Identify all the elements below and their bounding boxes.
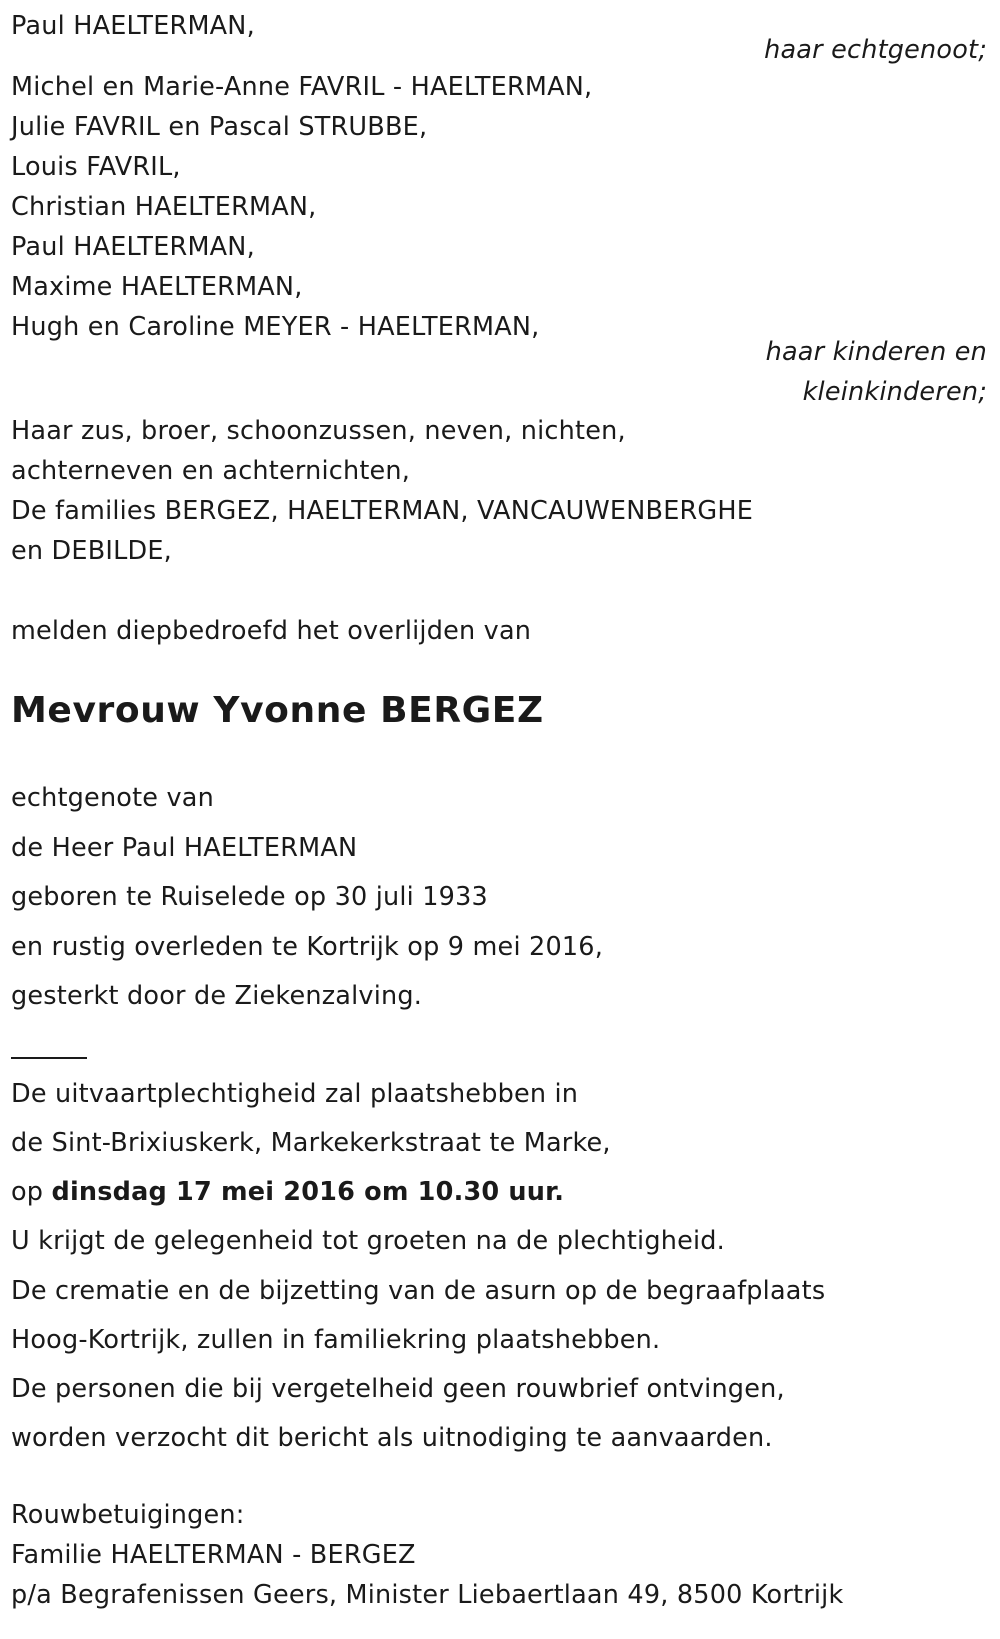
- children-role-line: kleinkinderen;: [802, 377, 987, 407]
- condolences-address: p/a Begrafenissen Geers, Minister Liebaertlaan 49, 8500 Kortrijk: [11, 1580, 844, 1610]
- announcement: melden diepbedroefd het overlijden van: [11, 616, 532, 646]
- funeral-line: de Sint-Brixiuskerk, Markekerkstraat te Marke,: [11, 1128, 611, 1158]
- child-line: Christian HAELTERMAN,: [11, 192, 317, 222]
- detail-line: geboren te Ruiselede op 30 juli 1933: [11, 882, 488, 912]
- family-line: achterneven en achternichten,: [11, 456, 411, 486]
- child-line: Paul HAELTERMAN,: [11, 232, 255, 262]
- spouse-name: Paul HAELTERMAN,: [11, 11, 255, 41]
- deceased-name: Mevrouw Yvonne BERGEZ: [11, 690, 544, 731]
- family-line: en DEBILDE,: [11, 536, 172, 566]
- condolences-label: Rouwbetuigingen:: [11, 1500, 245, 1530]
- condolences-family: Familie HAELTERMAN - BERGEZ: [11, 1540, 416, 1570]
- funeral-line: worden verzocht dit bericht als uitnodiging te aanvaarden.: [11, 1423, 773, 1453]
- child-line: Maxime HAELTERMAN,: [11, 272, 303, 302]
- funeral-line: Hoog-Kortrijk, zullen in familiekring plaatshebben.: [11, 1325, 661, 1355]
- child-line: Julie FAVRIL en Pascal STRUBBE,: [11, 112, 428, 142]
- funeral-date: dinsdag 17 mei 2016 om 10.30 uur.: [51, 1177, 565, 1207]
- funeral-date-line: [11, 1177, 565, 1207]
- detail-line: echtgenote van: [11, 783, 214, 813]
- detail-line: en rustig overleden te Kortrijk op 9 mei 2016,: [11, 932, 604, 962]
- child-line: Hugh en Caroline MEYER - HAELTERMAN,: [11, 312, 540, 342]
- child-line: Michel en Marie-Anne FAVRIL - HAELTERMAN,: [11, 72, 593, 102]
- funeral-line: U krijgt de gelegenheid tot groeten na de plechtigheid.: [11, 1226, 725, 1256]
- children-role-line: haar kinderen en: [765, 337, 987, 367]
- funeral-date-prefix: op: [11, 1177, 52, 1207]
- family-line: De families BERGEZ, HAELTERMAN, VANCAUWENBERGHE: [11, 496, 754, 526]
- funeral-line: De personen die bij vergetelheid geen rouwbrief ontvingen,: [11, 1374, 785, 1404]
- funeral-line: De uitvaartplechtigheid zal plaatshebben in: [11, 1079, 579, 1109]
- funeral-line: De crematie en de bijzetting van de asurn op de begraafplaats: [11, 1276, 826, 1306]
- separator-line: [11, 1057, 87, 1059]
- child-line: Louis FAVRIL,: [11, 152, 181, 182]
- spouse-role: haar echtgenoot;: [764, 35, 987, 65]
- detail-line: de Heer Paul HAELTERMAN: [11, 833, 358, 863]
- family-line: Haar zus, broer, schoonzussen, neven, nichten,: [11, 416, 626, 446]
- detail-line: gesterkt door de Ziekenzalving.: [11, 981, 423, 1011]
